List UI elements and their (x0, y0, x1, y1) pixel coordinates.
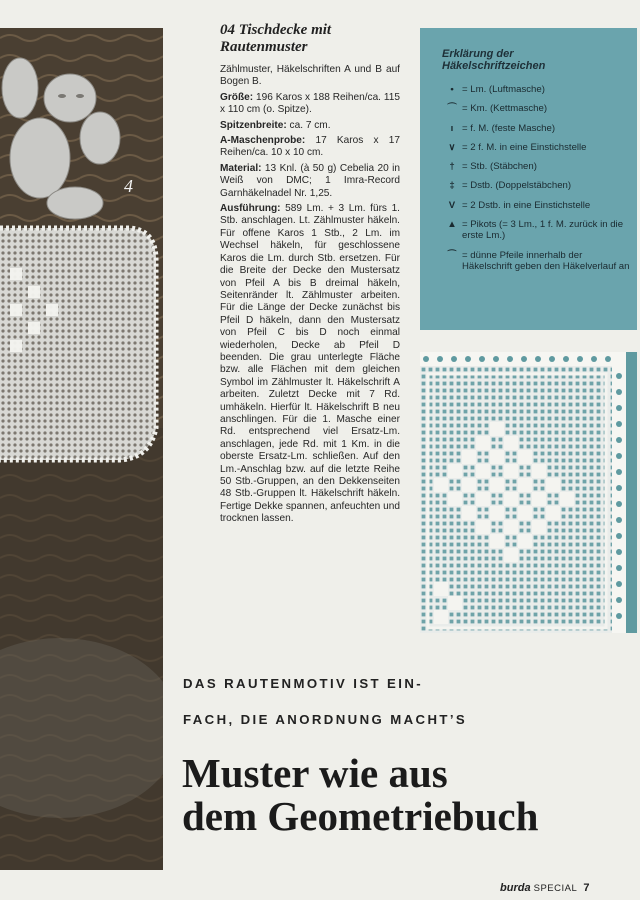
legend-title-line1: Erklärung der (442, 48, 514, 60)
groesse-text: 196 Karos x 188 Reihen/ca. 115 x 110 cm (o. Spitze). (220, 91, 400, 116)
spitze-text: ca. 7 cm. (286, 119, 331, 131)
subheading-line1: DAS RAUTENMOTIV IST EIN- (183, 676, 424, 691)
spitze-paragraph (220, 120, 400, 132)
legend-item (442, 142, 637, 153)
article-title-line2: Rautenmuster (220, 39, 308, 55)
luftmasche-symbol-icon: • (450, 84, 454, 95)
legend-item-text: = Stb. (Stäbchen) (462, 161, 537, 173)
ausfuehrung-text: 589 Lm. + 3 Lm. fürs 1. Stb. anschlagen. Lt. Zählmuster häkeln. Für offene Karos 1 Stb., 2 Lm. im Wechsel häkeln, für geschlossene Karos die Lm. durch Stb. ersetzen. Für die Breite der Decke den Mustersatz von Pfeil A bis B dreimal häkeln, Seitenränder lt. Zählmuster arbeiten. Für die Länge der Decke zunächst bis Pfeil D häkeln, dann den Mustersatz von Pfeil C bis D noch einmal wiederholen, Decke ab Pfeil D beenden. Die grau unterlegte Fläche bzw. alle Flächen mit dem gleichen Symbol im Zählmuster lt. Häkelschrift A arbeiten. Zuletzt Decke mit 7 Rd. umhäkeln. Hierfür lt. Häkelschrift B neu anschlingen. Für die 1. Masche einer Rd. entsprechend viel Ersatz-Lm. anschlagen, jede Rd. mit 1 Km. in die oberste Ersatz-Lm. schließen. Auf den Lm.-Anschlag bzw. auf die letzte Reihe 50 Stb.-Gruppen, an den Dekkenseiten 48 Stb.-Gruppen lt. Häkelschrift häkeln. Fertige Dekke spannen, anfeuchten und trocknen lassen. (220, 203, 400, 525)
material-label: Material: (220, 162, 262, 174)
photo-number: 4 (124, 176, 133, 196)
doily-detail-photo (420, 352, 637, 633)
material-paragraph (220, 163, 400, 200)
article-title-line1: 04 Tischdecke mit (220, 22, 332, 38)
photo-illustration (0, 28, 163, 870)
legend-box (420, 28, 637, 330)
legend-item-text: = Pikots (= 3 Lm., 1 f. M. zurück in die erste Lm.) (462, 219, 624, 242)
legend-item-text: = Dstb. (Doppelstäbchen) (462, 180, 572, 192)
legend-item-text: = 2 f. M. in eine Einstichstelle (462, 141, 587, 153)
probe-text: 17 Karos x 17 Reihen/ca. 10 x 10 cm. (220, 135, 400, 159)
legend-item-text: = f. M. (feste Masche) (462, 122, 556, 134)
page-number: 7 (583, 882, 590, 894)
legend-item-text: = dünne Pfeile innerhalb der Häkelschrift geben den Häkelverlauf an (462, 249, 630, 272)
headline-line2: dem Geometriebuch (182, 793, 539, 839)
legend-title (442, 48, 637, 72)
arrow-symbol-icon: ⁀ (448, 249, 456, 261)
brand-special: SPECIAL (533, 883, 578, 894)
article-title (220, 22, 400, 56)
headline-line1: Muster wie aus (182, 750, 448, 796)
two-fm-symbol-icon: ∨ (448, 141, 456, 153)
legend-item (442, 180, 637, 191)
legend-title-line2: Häkelschriftzeichen (442, 60, 546, 72)
doppelstaebchen-symbol-icon: ‡ (449, 180, 455, 192)
legend-item-text: = 2 Dstb. in eine Einstichstelle (462, 199, 591, 211)
legend-item (442, 103, 637, 114)
legend-item (442, 84, 637, 95)
headline (182, 752, 538, 838)
two-dstb-symbol-icon: V (448, 199, 456, 211)
brand-logo: burda (500, 882, 531, 894)
material-text: 13 Knl. (à 50 g) Cebelia 20 in Weiß von DMC; 1 Imra-Record Garnhäkelnadel Nr. 1,25. (220, 162, 400, 199)
ausfuehrung-paragraph (220, 203, 400, 526)
groesse-paragraph (220, 92, 400, 117)
kettmasche-symbol-icon: ⌒ (447, 103, 457, 115)
legend-item (442, 161, 637, 172)
article-column (220, 22, 400, 529)
probe-label: A-Maschenprobe: (220, 135, 306, 147)
legend-item (442, 219, 637, 242)
staebchen-symbol-icon: † (449, 161, 455, 173)
left-photo (0, 28, 163, 870)
groesse-label: Größe: (220, 91, 254, 103)
spitze-label: Spitzenbreite: (220, 119, 287, 131)
probe-paragraph (220, 135, 400, 160)
pikot-symbol-icon: ▲ (447, 219, 457, 231)
legend-item (442, 250, 637, 273)
legend-item-text: = Km. (Kettmasche) (462, 103, 548, 115)
page-footer (500, 882, 589, 894)
doily-illustration (420, 352, 637, 633)
legend-item (442, 123, 637, 134)
intro-paragraph: Zählmuster, Häkelschriften A und B auf Bogen B. (220, 64, 400, 88)
legend-item-text: = Lm. (Luftmasche) (462, 84, 545, 95)
legend-item (442, 200, 637, 211)
feste-masche-symbol-icon: ı (450, 122, 454, 134)
ausfuehrung-label: Ausführung: (220, 203, 281, 215)
subheading-line2: FACH, DIE ANORDNUNG MACHT’S (183, 712, 468, 727)
